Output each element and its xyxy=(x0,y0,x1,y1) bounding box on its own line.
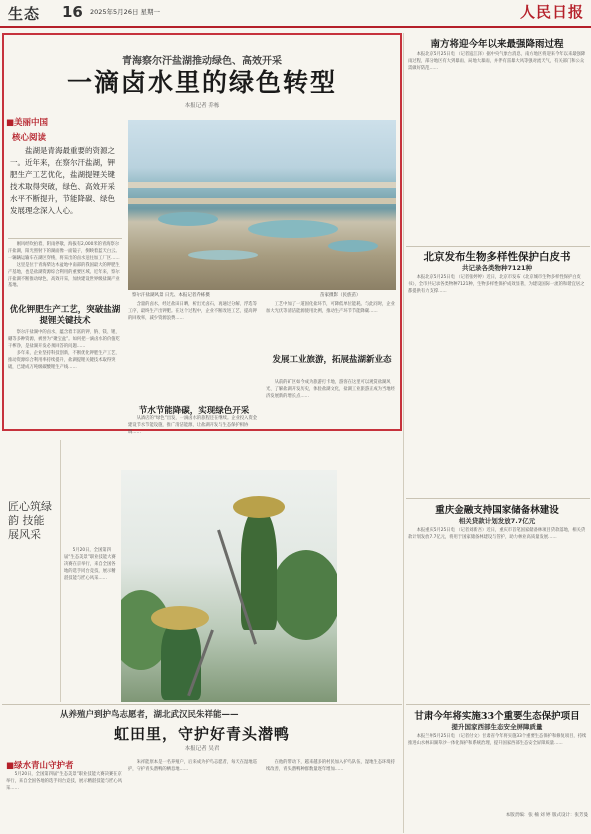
brief-3-body xyxy=(408,528,588,542)
body-paragraph: 本报北京5月25日电 （记者寇江泽）据中央气象台消息，南方地区将迎来今年以来最强降雨过程，部分地区有大到暴雨、局地大暴雨，并伴有雷暴大风等强对流天气，有关部门和公众需做好防范…… xyxy=(408,52,586,71)
newspaper-logo: 人民日报 xyxy=(520,3,585,21)
body-paragraph: 这里是位于青海柴达木盆地中南部的我国最大的钾肥生产基地，也是盐湖资源综合利用的重要区域。近年来，察尔汗盐湖不断推动绿色、高效开采，加快建设世界级盐湖产业基地。 xyxy=(8,262,120,289)
body-paragraph: 含量的卤水，经过盐田日晒，析出光卤石，再通过分解、浮选等工序，最终生产出钾肥。在这个过程中，企业不断改进工艺，提高钾的回收率，减少资源浪费…… xyxy=(128,302,257,321)
brief-1-title: 南方将迎今年以来最强降雨过程 xyxy=(430,39,564,50)
body-paragraph: 刚风经吹拍着，阴雨停歇，海拔有2,000米的青海察尔汗盐湖，阳光照射下的湖面像一面镜子，倒映着蓝天白云。一辆辆运输车在湖区穿梭，将采出的卤水送往加工厂区…… xyxy=(8,242,120,261)
brief-4-body xyxy=(408,734,588,748)
lead-byline: 本报记者 乔栋 xyxy=(184,103,220,109)
intro-text: 盐湖是青海最重要的资源之一。近年来，在察尔汗盐湖，钾肥生产工艺优化，盐湖提锂关键技术取得突破，绿色、高效开采水平不断提升，节能降碳、绿色发展理念深入人心。 xyxy=(10,146,115,215)
lead-left-body xyxy=(8,242,122,290)
section-subhead: 发展工业旅游，拓展盐湖新业态 xyxy=(272,355,392,365)
column-tag xyxy=(6,116,48,128)
body-paragraph: 5月20日，全国第四届“生态美景”职业技能大赛决赛在京举行，来自全国各地的选手同台竞技，展示精湛技能与匠心风采…… xyxy=(64,548,116,581)
body-paragraph: 察尔汗盐湖中的卤水，蕴含着丰富的钾、钠、镁、锂、硼等多种资源，被誉为“聚宝盆”。如何把一滴卤水的价值吃干榨净，是盐湖开发必须回答的问题…… xyxy=(8,330,120,349)
section-subhead: 节水节能降碳，实现绿色开采 xyxy=(138,406,250,416)
brief-2-body xyxy=(408,275,588,296)
lead-right-body-2 xyxy=(266,380,398,401)
editor-credits: 本版责编：张 楠 刘 婷 版式设计：张芳曼 xyxy=(505,813,588,818)
body-paragraph: 本报兰州5月25日电 （记者付文）甘肃省今年将实施33个重要生态保护和修复项目，持续推进山水林田湖草沙一体化保护和系统治理，提升国家西部生态安全屏障质量…… xyxy=(408,734,587,746)
column-tag-label: 绿水青山守护者 xyxy=(14,761,74,771)
workers-planting-photo xyxy=(121,470,337,702)
lead-kicker: 青海察尔汗盐湖推动绿色、高效开采 xyxy=(122,56,282,67)
body-paragraph: 多年来，企业坚持科技创新，不断优化钾肥生产工艺，推动资源综合利用率持续提升，盐湖提锂关键技术取得突破，已建成万吨级碳酸锂生产线…… xyxy=(8,350,120,370)
brief-3-subtitle: 相关贷款计划发放7.7亿元 xyxy=(458,517,536,525)
lead-mid-body xyxy=(128,302,260,323)
salt-lake-photo xyxy=(128,120,396,290)
brief-2-subtitle: 共记录各类物种7121种 xyxy=(461,264,533,272)
lead-left-body-2 xyxy=(8,330,122,371)
masthead-rule xyxy=(0,26,591,28)
column-tag-bottom xyxy=(6,759,74,771)
intro-heading: 核心阅读 xyxy=(12,133,47,143)
bottom-col-1 xyxy=(6,772,122,793)
square-bullet-icon: ■ xyxy=(6,761,15,771)
body-paragraph: 在他的带动下，越来越多的村民加入护鸟队伍，湿地生态环境持续改善，青头潜鸭种群数量逐年增加…… xyxy=(266,760,395,772)
brief-divider xyxy=(406,246,590,247)
bottom-col-2 xyxy=(128,760,258,774)
lead-mid-body-2 xyxy=(128,416,260,437)
lead-right-body xyxy=(266,302,398,316)
photo-credit: 苗家摄影（民族苗） xyxy=(320,293,361,298)
brief-3-title: 重庆金融支持国家储备林建设 xyxy=(435,505,559,516)
body-paragraph: 工艺中加了一道固化盐环节，可降低单位能耗。与此同时，企业加大光伏等清洁能源使用比例，推动生产环节节能降碳…… xyxy=(266,302,395,314)
brief-divider xyxy=(406,704,590,705)
bottom-col-3 xyxy=(266,760,398,774)
bottom-kicker: 从养殖户到护鸟志愿者，湖北武汉民朱祥能—— xyxy=(60,710,239,720)
body-paragraph: 本报重庆5月25日电 （记者刘新吾）近日，重庆市首笔国家储备林项目贷款落地，相关贷款计划发放7.7亿元，将用于国家储备林建设与管护，助力林业高质量发展…… xyxy=(408,528,586,540)
feature-side-body xyxy=(64,548,118,583)
square-bullet-icon: ■ xyxy=(6,118,15,128)
brief-2-title: 北京发布生物多样性保护白皮书 xyxy=(423,251,571,263)
lead-headline: 一滴卤水里的绿色转型 xyxy=(66,68,337,97)
section-subhead: 优化钾肥生产工艺，突破盐湖提锂关键技术 xyxy=(9,305,121,326)
brief-4-title: 甘肃今年将实施33个重要生态保护项目 xyxy=(414,711,580,722)
body-paragraph: 本报北京5月25日电 （记者张婷婷）近日，北京市发布《北京城市生物多样性保护白皮书》，全市共记录各类物种7121种，生物多样性保护成效显著，为建设国际一流的和谐宜居之都提供有力支撑…… xyxy=(408,275,585,294)
body-paragraph: 朱祥能原本是一名养殖户，后来成为护鸟志愿者，每天在湿地巡护，守护青头潜鸭的栖息地…… xyxy=(128,760,257,772)
brief-1-body xyxy=(408,52,588,73)
bottom-headline: 虹田里，守护好青头潜鸭 xyxy=(113,725,290,743)
section-name: 生态 xyxy=(8,5,41,23)
issue-date: 2025年5月26日 星期一 xyxy=(90,8,161,16)
brief-4-subtitle: 提升国家西部生态安全屏障质量 xyxy=(451,723,543,731)
body-paragraph: 从前的矿区如今成为旅游打卡地，游客在这里可以观赏盐湖风光、了解盐湖开发历史，体验盐湖文化，盐湖工业旅游正成为当地经济发展新的增长点…… xyxy=(266,380,395,399)
feature-side-title: 匠心筑绿韵 技能展风采 xyxy=(8,500,52,541)
bottom-byline: 本报记者 吴君 xyxy=(184,746,220,752)
photo-caption: 察尔汗盐湖风景 日光、本报记者乔栋摄 xyxy=(132,293,210,298)
intro-block xyxy=(10,145,122,217)
page-number: 16 xyxy=(62,3,83,21)
intro-divider xyxy=(8,238,122,239)
brief-divider xyxy=(406,498,590,499)
column-divider xyxy=(60,440,61,702)
body-paragraph: 5月20日，全国第四届“生态美景”职业技能大赛决赛在京举行，来自全国各地的选手同台竞技，展示精湛技能与匠心风采…… xyxy=(6,772,123,791)
column-tag-label: 美丽中国 xyxy=(14,118,49,128)
body-paragraph: 从酒店的“绿色”出发，一滴卤水的旅程还在继续。企业投入资金建设节水节能设施，推广清洁能源，让盐湖开发与生态保护相协调…… xyxy=(128,416,258,435)
bottom-divider xyxy=(2,704,402,705)
